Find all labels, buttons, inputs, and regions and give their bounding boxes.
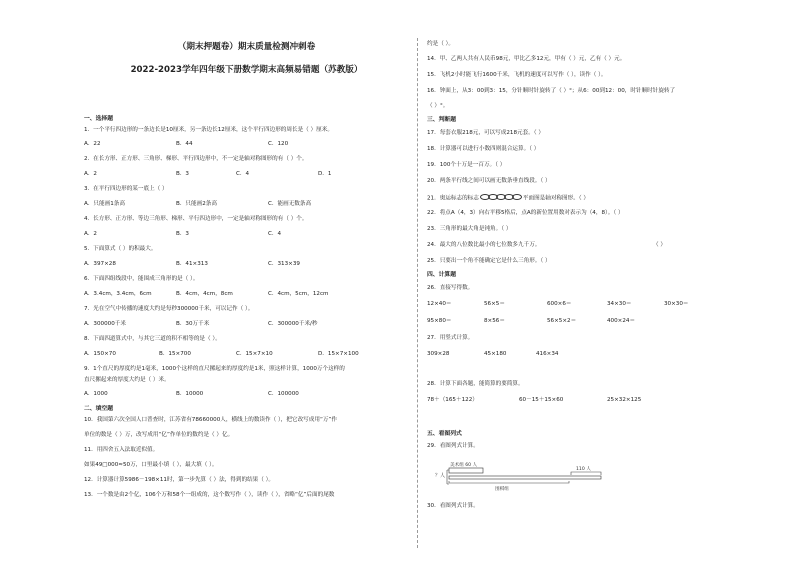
option: B．41×313 <box>176 261 208 267</box>
section-choice: 一、选择题 <box>84 116 113 122</box>
section-calc: 四、计算题 <box>427 272 456 278</box>
question-21-text-end: 平面图是轴对称图形。（ ） <box>522 195 589 202</box>
question-15: 15．飞机2小时能飞行1600千米，飞机的速度可以写作（ ），读作（ ）。 <box>427 72 607 78</box>
option: C．15×7×10 <box>236 351 273 357</box>
question-21 <box>427 194 589 202</box>
option: A．2 <box>84 171 97 177</box>
option: C．4 <box>236 171 250 177</box>
question-7: 7．光在空气中传播的速度大约是每秒300000千米，可以记作（ ）。 <box>84 306 254 312</box>
question-16-cont: （ ）°。 <box>427 103 449 109</box>
question-9: 9．1个直尺的厚度约是1毫米，1000个这样的直尺摞起来的厚度约是1米，照这样计算，1000万个这样的 <box>84 366 345 372</box>
calc-item: 8×56＝ <box>484 318 505 324</box>
question-6: 6．下面四组线段中，能围成三角形的是（ ）。 <box>84 276 199 282</box>
question-22: 22．将点A（4，3）向右平移5格后，点A的新位置用数对表示为（4，8）。（ ） <box>427 210 624 216</box>
option: A．397×28 <box>84 261 116 267</box>
diagram-bottom-label: 围棋组 <box>495 487 509 492</box>
question-1: 1．一个平行四边形的一条边长是10厘米，另一条边长12厘米，这个平行四边形的周长是（ ）厘米。 <box>84 127 333 133</box>
question-9-cont: 直尺摞起来的厚度大约是（ ）米。 <box>84 377 170 383</box>
option: A．3.4cm，3.4cm，6cm <box>84 291 152 297</box>
diagram-right-label: 110 人 <box>576 467 591 472</box>
calc-item: 56×5＝ <box>484 301 505 307</box>
question-24-text: 24．最大的八位数比最小的七位数多九千万。 <box>427 242 541 248</box>
question-2: 2．在长方形、正方形、三角形、梯形、平行四边形中，不一定是轴对称图形的有（ ）个。 <box>84 156 308 162</box>
option: C．313×39 <box>268 261 300 267</box>
question-10-cont: 单位的数是（ ）万，改写成用“亿”作单位的数约是（ ）亿。 <box>84 432 234 438</box>
calc-item: 400×24＝ <box>607 318 636 324</box>
option: A．只能画1条高 <box>84 201 125 207</box>
question-19: 19．100个十万是一百万。（ ） <box>427 162 506 168</box>
option: C．4 <box>268 231 282 237</box>
option: B．10000 <box>176 391 204 397</box>
option: B．3 <box>176 171 189 177</box>
question-4: 4．长方形、正方形、等边三角形、梯形、平行四边形中，一定是轴对称图形的有（ ）个。 <box>84 216 308 222</box>
question-21-text: 21．奥运标志的标志 <box>427 195 479 202</box>
olympic-rings-icon <box>480 194 522 202</box>
option: B．44 <box>176 141 193 147</box>
option: A．300000千米 <box>84 321 126 327</box>
calc-item: 25×32×125 <box>607 397 642 403</box>
option: D．1 <box>318 171 332 177</box>
bar-diagram <box>435 462 605 492</box>
question-13-cont: 约是（ ）。 <box>427 41 454 47</box>
question-24-blank: （ ） <box>653 242 666 248</box>
question-17: 17．每套衣服218元，可以写成218元套。（ ） <box>427 130 544 136</box>
option: B．4cm，4cm，8cm <box>176 291 233 297</box>
question-26: 26．直接写得数。 <box>427 285 474 291</box>
question-30: 30．看图列式计算。 <box>427 503 479 509</box>
diagram-brace-right <box>571 472 601 475</box>
option: C．120 <box>268 141 289 147</box>
calc-item: 60－15＋15×60 <box>519 397 564 403</box>
question-5: 5．下面算式（ ）的积最大。 <box>84 246 157 252</box>
diagram-brace-bottom <box>449 481 569 483</box>
option: A．22 <box>84 141 101 147</box>
option: B．15×700 <box>159 351 191 357</box>
section-figure: 五、看图列式 <box>427 431 462 437</box>
calc-item: 56×5×2＝ <box>547 318 577 324</box>
calc-item: 30×30＝ <box>664 301 689 307</box>
calc-item: 309×28 <box>427 351 450 357</box>
diagram-question-label: ？人 <box>435 473 446 479</box>
question-25: 25．只要出一个角不能确定它是什么三角形。（ ） <box>427 258 551 264</box>
option: D．15×7×100 <box>318 351 359 357</box>
question-12: 12．计算器计算5986－198×11时，第一步先算（ ）法，得到的结果（ ）。 <box>84 477 275 483</box>
option: C．100000 <box>268 391 299 397</box>
option: B．只能画2条高 <box>176 201 217 207</box>
section-judge: 三、判断题 <box>427 117 456 123</box>
column-divider <box>417 38 418 548</box>
calc-item: 34×30＝ <box>607 301 632 307</box>
option: A．2 <box>84 231 97 237</box>
diagram-bar-bottom <box>449 476 601 479</box>
diagram-top-label: 美术组 60 人 <box>450 463 478 468</box>
question-29: 29．看图列式计算。 <box>427 443 479 449</box>
option: B．3 <box>176 231 189 237</box>
question-18: 18．计算器可以进行小数四则混合运算。（ ） <box>427 146 540 152</box>
question-24 <box>427 242 666 249</box>
option: A．1000 <box>84 391 108 397</box>
diagram-bar-top <box>449 468 483 473</box>
option: C．能画无数条高 <box>268 201 312 207</box>
question-20: 20．两条平行线之间可以画无数条垂直线段。（ ） <box>427 178 551 184</box>
calc-item: 416×34 <box>536 351 559 357</box>
exam-subtitle: 2022-2023学年四年级下册数学期末高频易错题（苏教版） <box>130 65 363 75</box>
option: A．150×70 <box>84 351 116 357</box>
question-23: 23．三角形的最大角是钝角。（ ） <box>427 226 512 232</box>
question-14: 14．甲、乙两人共有人民币98元，甲比乙多12元，甲有（ ）元，乙有（ ）元。 <box>427 56 626 62</box>
question-27: 27．用竖式计算。 <box>427 335 474 341</box>
option: B．30万千米 <box>176 321 210 327</box>
question-11: 11．用四舍五入法取近似值。 <box>84 447 159 453</box>
question-11-cont: 如果49□000≈50万，口里最小填（ ），最大填（ ）。 <box>84 462 218 468</box>
question-10: 10．我国第六次全国人口普查时，江苏省有78660000人，横线上的数读作（ ），把它改写成用“万”作 <box>84 417 337 423</box>
section-fill: 二、填空题 <box>84 406 113 412</box>
calc-item: 78＋（165＋122） <box>427 397 478 403</box>
option: C．300000千米/秒 <box>268 321 318 327</box>
option: C．4cm，5cm，12cm <box>268 291 329 297</box>
calc-item: 95×80＝ <box>427 318 452 324</box>
question-13: 13．一个数是由2个亿，106个万和58个一组成的，这个数写作（ ），读作（ ），省略“亿”后面的尾数 <box>84 492 335 498</box>
calc-item: 45×180 <box>484 351 507 357</box>
question-8: 8．下面四道算式中，与其它三道的积不相等的是（ ）。 <box>84 336 221 342</box>
calc-item: 12×40＝ <box>427 301 452 307</box>
exam-title: （期末押题卷）期末质量检测冲刺卷 <box>177 42 316 52</box>
question-16: 16．钟面上，从3：00到3：15，分针顺时针旋转了（ ）°；从6：00到12：00，时针顺时针旋转了 <box>427 88 676 94</box>
question-3: 3．在平行四边形的某一底上（ ） <box>84 186 168 192</box>
question-28: 28．计算下面各题，能简算的要简算。 <box>427 381 524 387</box>
calc-item: 600×6＝ <box>547 301 572 307</box>
